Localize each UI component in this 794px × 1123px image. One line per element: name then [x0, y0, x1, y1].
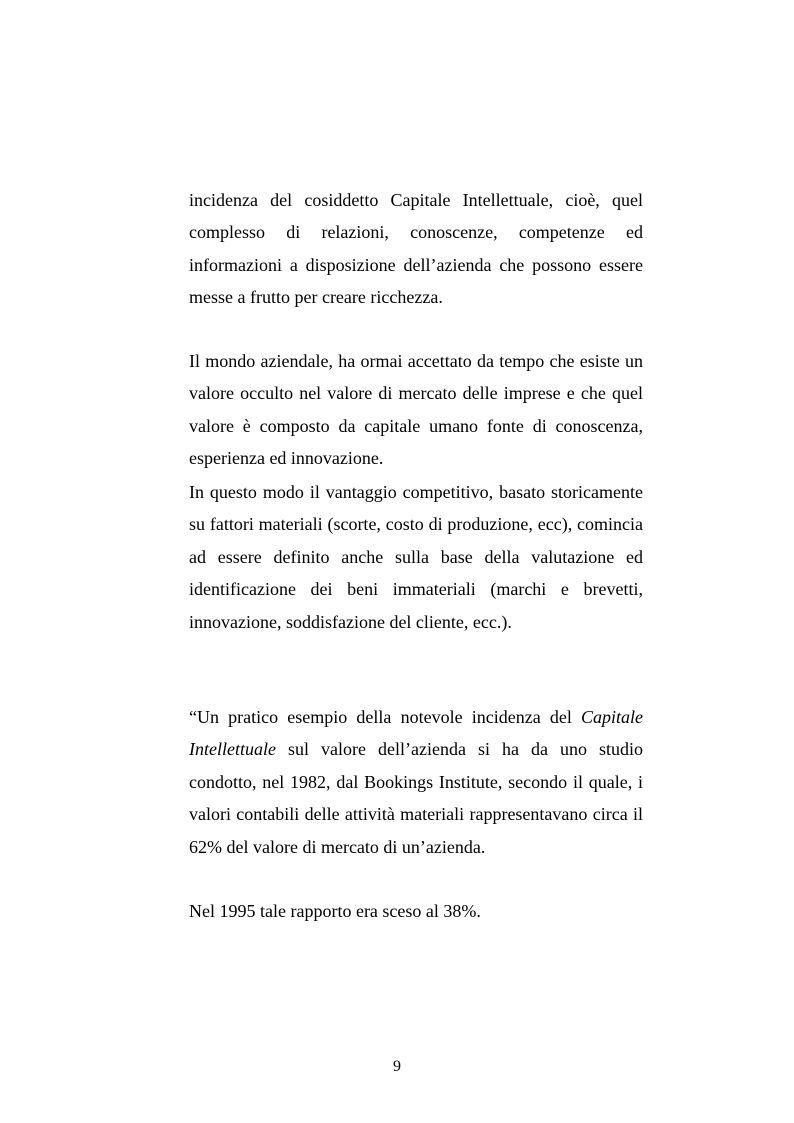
- paragraph-capitale-intellettuale: [189, 184, 643, 314]
- paragraph-esempio-studio: [189, 701, 643, 863]
- page-number: 9: [393, 1058, 401, 1075]
- paragraph-text: In questo modo il vantaggio competitivo, basato storicamente su fattori materiali (scorte, costo di produzione, ecc), comincia ad essere definito anche sulla base della valutazione ed identificazione dei beni immateriali (marchi e brevetti, innovazione, soddisfazione del cliente, ecc.).: [189, 482, 643, 632]
- paragraph-rapporto-1995: [189, 895, 643, 927]
- paragraph-vantaggio-competitivo: [189, 476, 643, 638]
- paragraph-text: incidenza del cosiddetto Capitale Intellettuale, cioè, quel complesso di relazioni, conoscenze, competenze ed informazioni a disposizione dell’azienda che possono essere messe a frutto per creare ricchezza.: [189, 190, 643, 308]
- paragraph-text: Il mondo aziendale, ha ormai accettato da tempo che esiste un valore occulto nel valore di mercato delle imprese e che quel valore è composto da capitale umano fonte di conoscenza, esperienza ed innovazione.: [189, 351, 643, 469]
- paragraph-text: [189, 701, 643, 863]
- paragraph-mondo-aziendale: [189, 345, 643, 475]
- paragraph-text-after: sul valore dell’azienda si ha da uno studio condotto, nel 1982, dal Bookings Institute, secondo il quale, i valori contabili delle attività materiali rappresentavano circa il 62% del valore di mercato di un’azienda.: [189, 739, 643, 857]
- italic-term-capitale-intellettuale: Capitale Intellettuale: [189, 707, 643, 760]
- paragraph-text: Nel 1995 tale rapporto era sceso al 38%.: [189, 901, 481, 921]
- paragraph-text-before: “Un pratico esempio della notevole incidenza del: [189, 707, 581, 727]
